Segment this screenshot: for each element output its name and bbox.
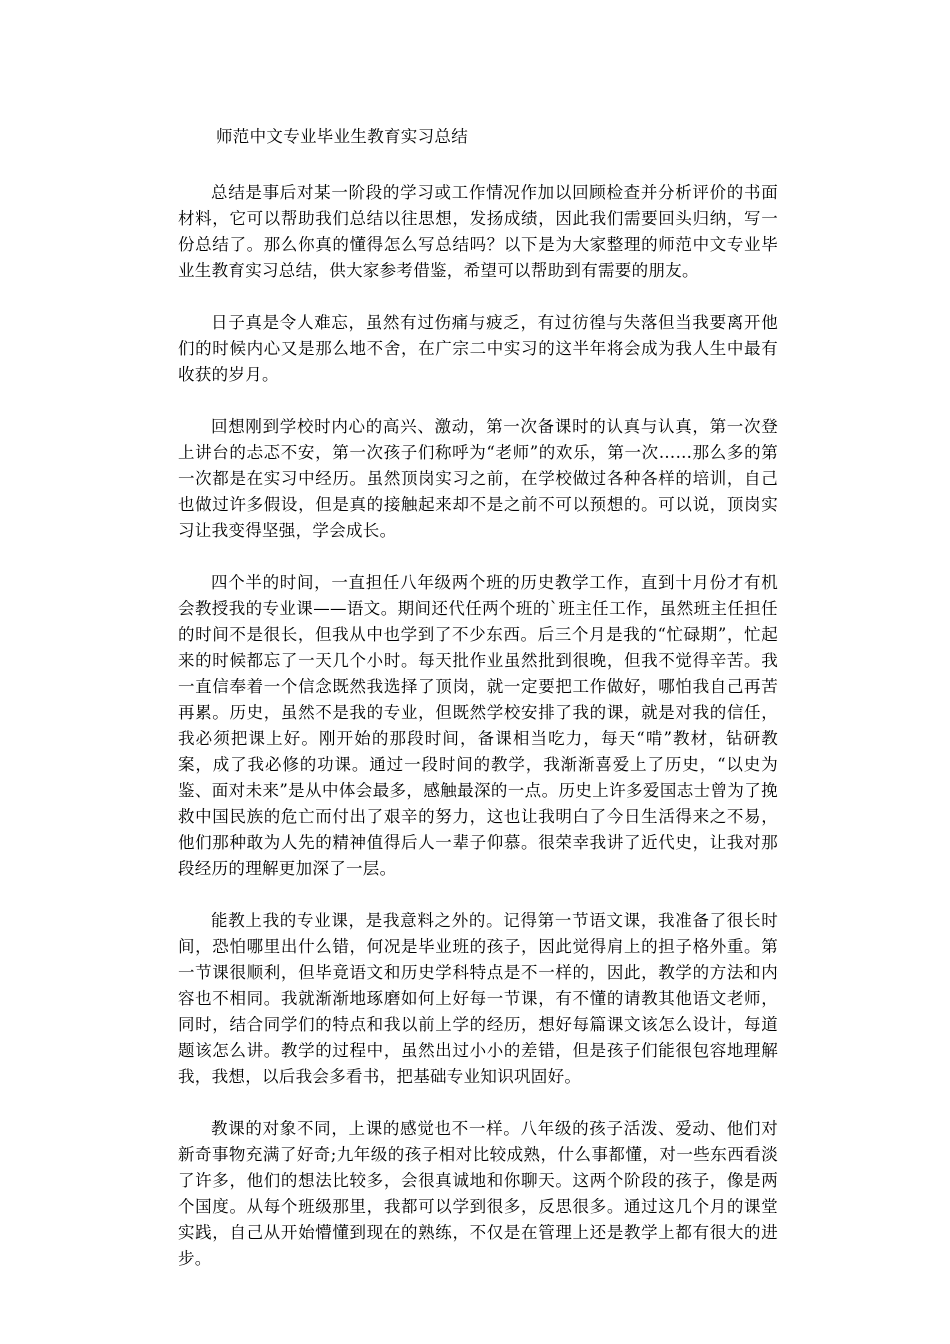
document-body — [178, 120, 778, 1298]
paragraph-memories: 日子真是令人难忘，虽然有过伤痛与疲乏，有过彷徨与失落但当我要离开他们的时候内心又是那么地不舍，在广宗二中实习的这半年将会成为我人生中最有收获的岁月。 — [178, 313, 778, 384]
document-title: 师范中文专业毕业生教育实习总结 — [216, 127, 468, 146]
paragraph-chinese-teaching: 能教上我的专业课，是我意料之外的。记得第一节语文课，我准备了很长时间，恐怕哪里出什么错，何况是毕业班的孩子，因此觉得肩上的担子格外重。第一节课很顺利，但毕竟语文和历史学科特点是不一样的，因此，教学的方法和内容也不相同。我就渐渐地琢磨如何上好每一节课，有不懂的请教其他语文老师，同时，结合同学们的特点和我以前上学的经历，想好每篇课文该怎么设计，每道题该怎么讲。教学的过程中，虽然出过小小的差错，但是孩子们能很包容地理解我，我想，以后我会多看书，把基础专业知识巩固好。 — [178, 911, 778, 1086]
paragraph-students: 教课的对象不同，上课的感觉也不一样。八年级的孩子活泼、爱动、他们对新奇事物充满了好奇;九年级的孩子相对比较成熟，什么事都懂，对一些东西看淡了许多，他们的想法比较多，会很真诚地和你聊天。这两个阶段的孩子，像是两个国度。从每个班级那里，我都可以学到很多，反思很多。通过这几个月的课堂实践，自己从开始懵懂到现在的熟练，不仅是在管理上还是教学上都有很大的进步。 — [178, 1119, 778, 1268]
paragraph-intro: 总结是事后对某一阶段的学习或工作情况作加以回顾检查并分析评价的书面材料，它可以帮助我们总结以往思想，发扬成绩，因此我们需要回头归纳，写一份总结了。那么你真的懂得怎么写总结吗？以下是为大家整理的师范中文专业毕业生教育实习总结，供大家参考借鉴，希望可以帮助到有需要的朋友。 — [178, 183, 778, 280]
paragraph-history-teaching: 四个半的时间，一直担任八年级两个班的历史教学工作，直到十月份才有机会教授我的专业课——语文。期间还代任两个班的`班主任工作，虽然班主任担任的时间不是很长，但我从中也学到了不少东西。后三个月是我的“忙碌期”，忙起来的时候都忘了一天几个小时。每天批作业虽然批到很晚，但我不觉得辛苦。我一直信奉着一个信念既然我选择了顶岗，就一定要把工作做好，哪怕我自己再苦再累。历史，虽然不是我的专业，但既然学校安排了我的课，就是对我的信任，我必须把课上好。刚开始的那段时间，备课相当吃力，每天“啃”教材，钻研教案，成了我必修的功课。通过一段时间的教学，我渐渐喜爱上了历史，“以史为鉴、面对未来”是从中体会最多，感触最深的一点。历史上许多爱国志士曾为了挽救中国民族的危亡而付出了艰辛的努力，这也让我明白了今日生活得来之不易，他们那种敢为人先的精神值得后人一辈子仰慕。很荣幸我讲了近代史，让我对那段经历的理解更加深了一层。 — [178, 573, 778, 878]
paragraph-first-times: 回想刚到学校时内心的高兴、激动，第一次备课时的认真与认真，第一次登上讲台的忐忑不安，第一次孩子们称呼为“老师”的欢乐，第一次……那么多的第一次都是在实习中经历。虽然顶岗实习之前，在学校做过各种各样的培训，自己也做过许多假设，但是真的接触起来却不是之前不可以预想的。可以说，顶岗实习让我变得坚强，学会成长。 — [178, 417, 778, 540]
